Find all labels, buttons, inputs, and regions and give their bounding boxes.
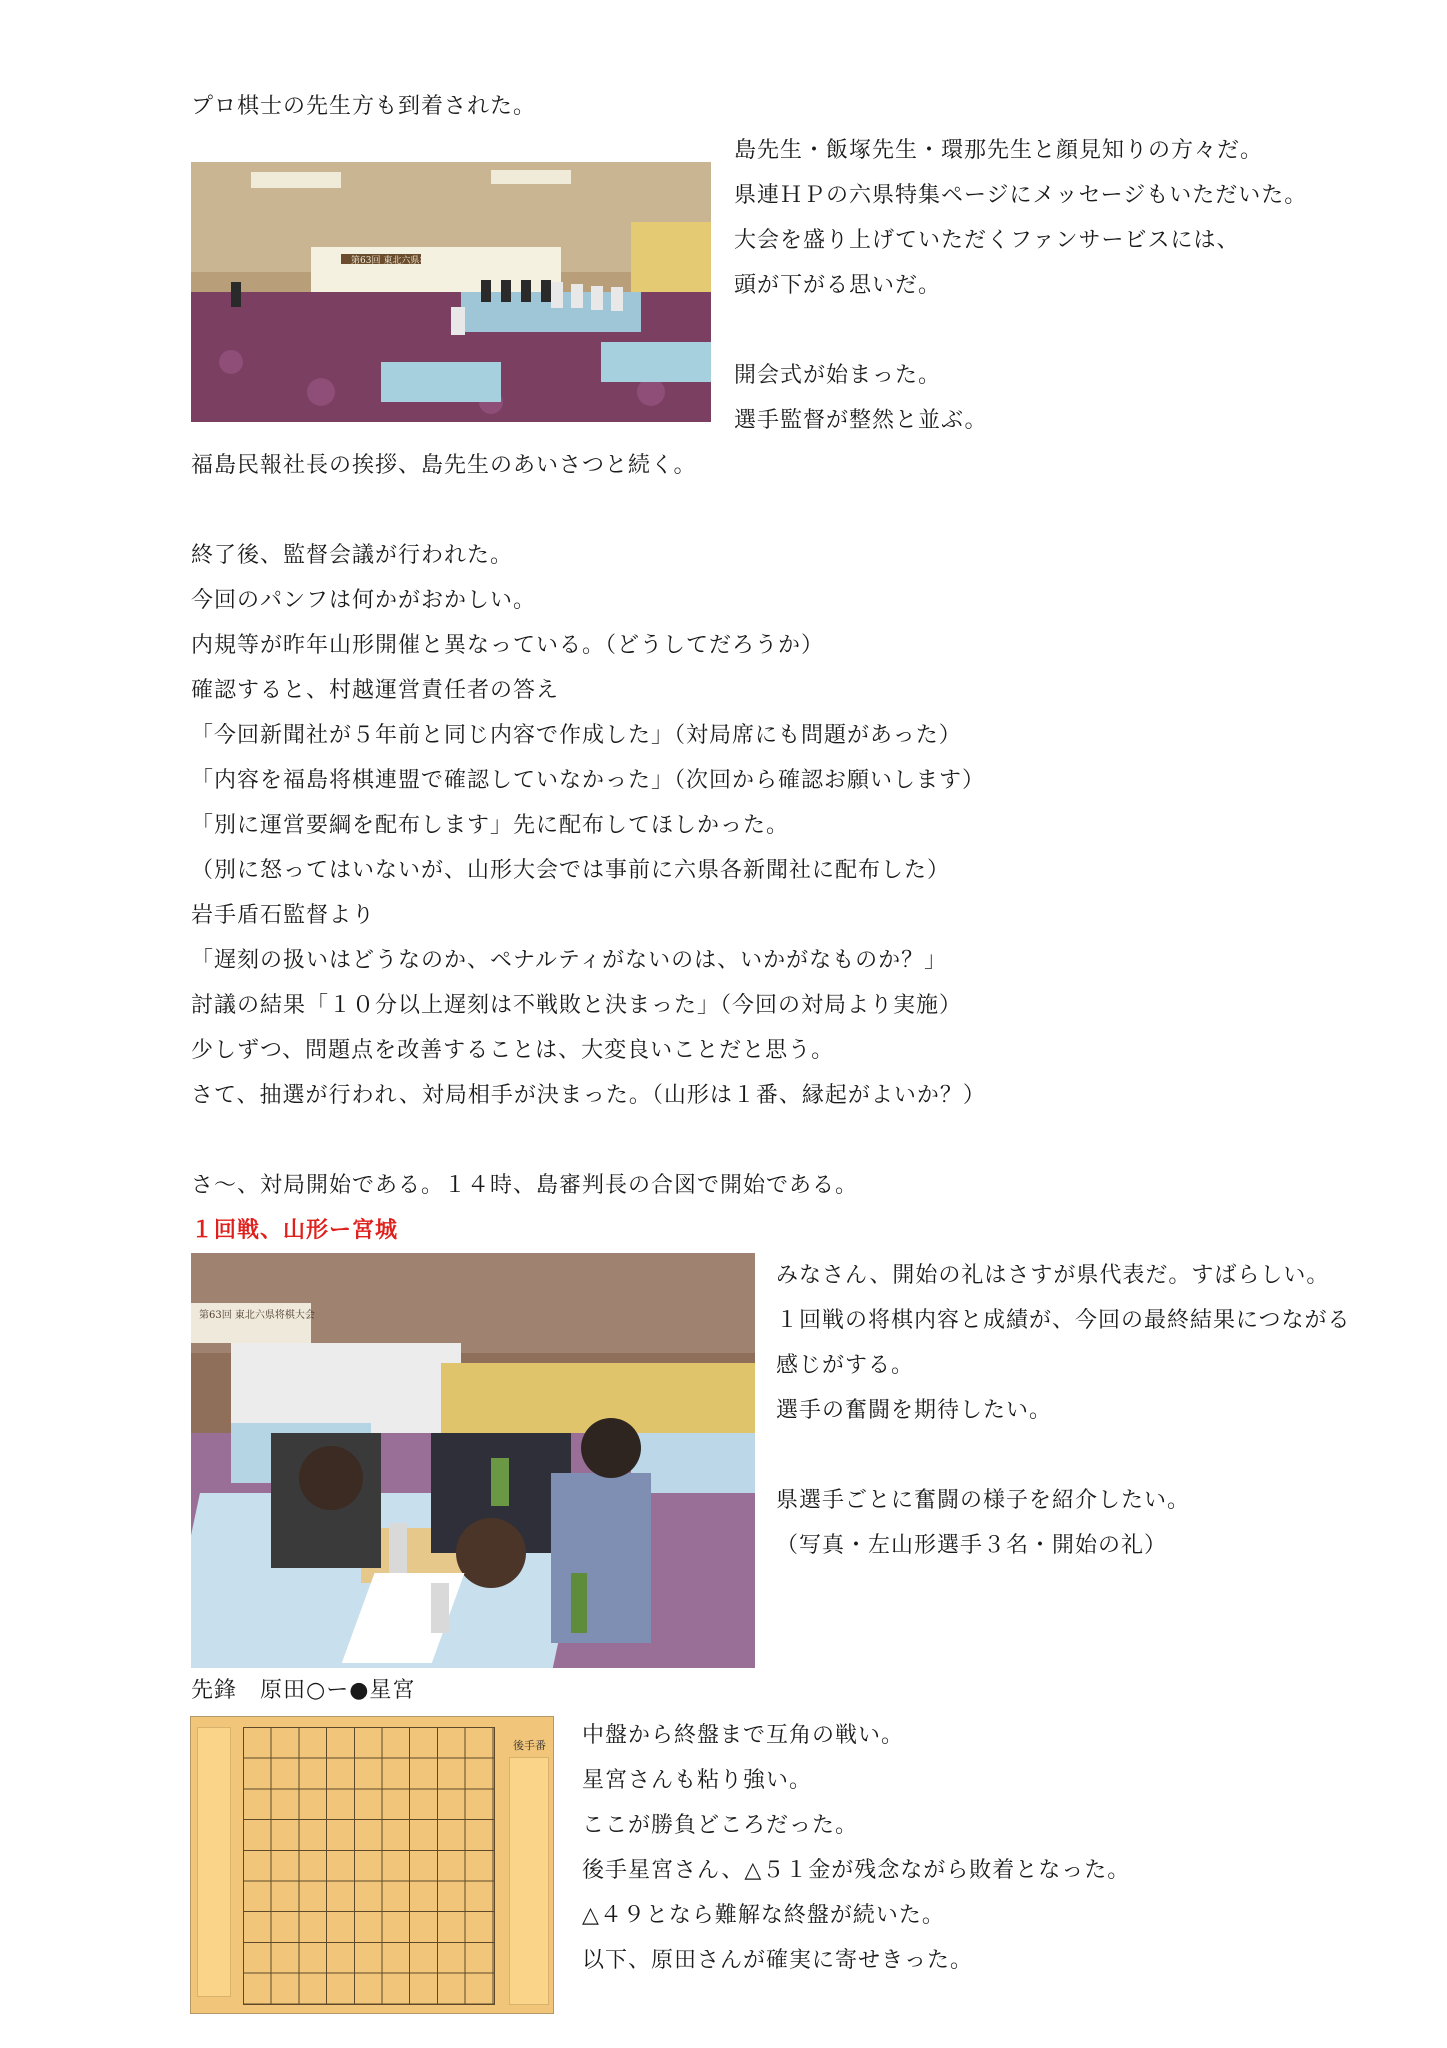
text-line: 後手星宮さん、△５１金が残念ながら敗着となった。 (582, 1858, 1131, 1883)
text-line: （写真・左山形選手３名・開始の礼） (776, 1533, 1168, 1558)
text-line: （別に怒ってはいないが、山形大会では事前に六県各新聞社に配布した） (191, 858, 951, 883)
section-heading: １回戦、山形ー宮城 (191, 1218, 399, 1243)
banner-text: 第63回 東北六県将棋大会 (199, 1310, 315, 1321)
text-line: 「別に運営要綱を配布します」先に配布してほしかった。 (191, 813, 790, 838)
left-hand-area (197, 1727, 231, 1997)
text-line: 選手監督が整然と並ぶ。 (734, 408, 988, 433)
shogi-board (190, 1716, 554, 2014)
text-line: 確認すると、村越運営責任者の答え (191, 678, 560, 703)
text-line: プロ棋士の先生方も到着された。 (191, 94, 537, 119)
right-hand-area (509, 1757, 549, 2005)
text-line: 少しずつ、問題点を改善することは、大変良いことだと思う。 (191, 1038, 835, 1063)
text-line: さて、抽選が行われ、対局相手が決まった。（山形は１番、縁起がよいか？） (191, 1083, 986, 1108)
banner-text: 第63回 東北六県将棋大会 (351, 256, 456, 266)
gote-label: 後手番 (513, 1739, 546, 1752)
text-line: 以下、原田さんが確実に寄せきった。 (582, 1948, 974, 1973)
text-line: みなさん、開始の礼はさすが県代表だ。すばらしい。 (776, 1263, 1330, 1288)
board-grid (243, 1727, 495, 2005)
text-line: 福島民報社長の挨拶、島先生のあいさつと続く。 (191, 453, 697, 478)
text-line: １回戦の将棋内容と成績が、今回の最終結果につながる (776, 1308, 1351, 1333)
text-line: さ～、対局開始である。１４時、島審判長の合図で開始である。 (191, 1173, 859, 1198)
text-line: 討議の結果「１０分以上遅刻は不戦敗と決まった」（今回の対局より実施） (191, 993, 963, 1018)
text-line: 頭が下がる思いだ。 (734, 273, 942, 298)
text-line: 「内容を福島将棋連盟で確認していなかった」（次回から確認お願いします） (191, 768, 986, 793)
text-line: 中盤から終盤まで互角の戦い。 (582, 1723, 905, 1748)
text-line: 「今回新聞社が５年前と同じ内容で作成した」（対局席にも問題があった） (191, 723, 962, 748)
text-line: 開会式が始まった。 (734, 363, 942, 388)
text-line: 感じがする。 (776, 1353, 915, 1378)
text-line: 「遅刻の扱いはどうなのか、ペナルティがないのは、いかがなものか？」 (191, 948, 948, 973)
text-line: 終了後、監督会議が行われた。 (191, 543, 514, 568)
text-line: 内規等が昨年山形開催と異なっている。（どうしてだろうか） (191, 633, 825, 658)
text-line: 選手の奮闘を期待したい。 (776, 1398, 1053, 1423)
text-line: 星宮さんも粘り強い。 (582, 1768, 813, 1793)
opening-bow-photo (191, 1253, 755, 1668)
text-line: 県選手ごとに奮闘の様子を紹介したい。 (776, 1488, 1191, 1513)
text-line: ここが勝負どころだった。 (582, 1813, 859, 1838)
text-line: △４９となら難解な終盤が続いた。 (582, 1903, 945, 1928)
text-line: 大会を盛り上げていただくファンサービスには、 (734, 228, 1240, 253)
text-line: 岩手盾石監督より (191, 903, 376, 928)
text-line: 今回のパンフは何かがおかしい。 (191, 588, 537, 613)
opening-ceremony-photo (191, 162, 711, 422)
text-line: 先鋒 原田○ー●星宮 (191, 1678, 416, 1703)
text-line: 県連ＨＰの六県特集ページにメッセージもいただいた。 (734, 183, 1308, 208)
text-line: 島先生・飯塚先生・環那先生と顔見知りの方々だ。 (734, 138, 1264, 163)
